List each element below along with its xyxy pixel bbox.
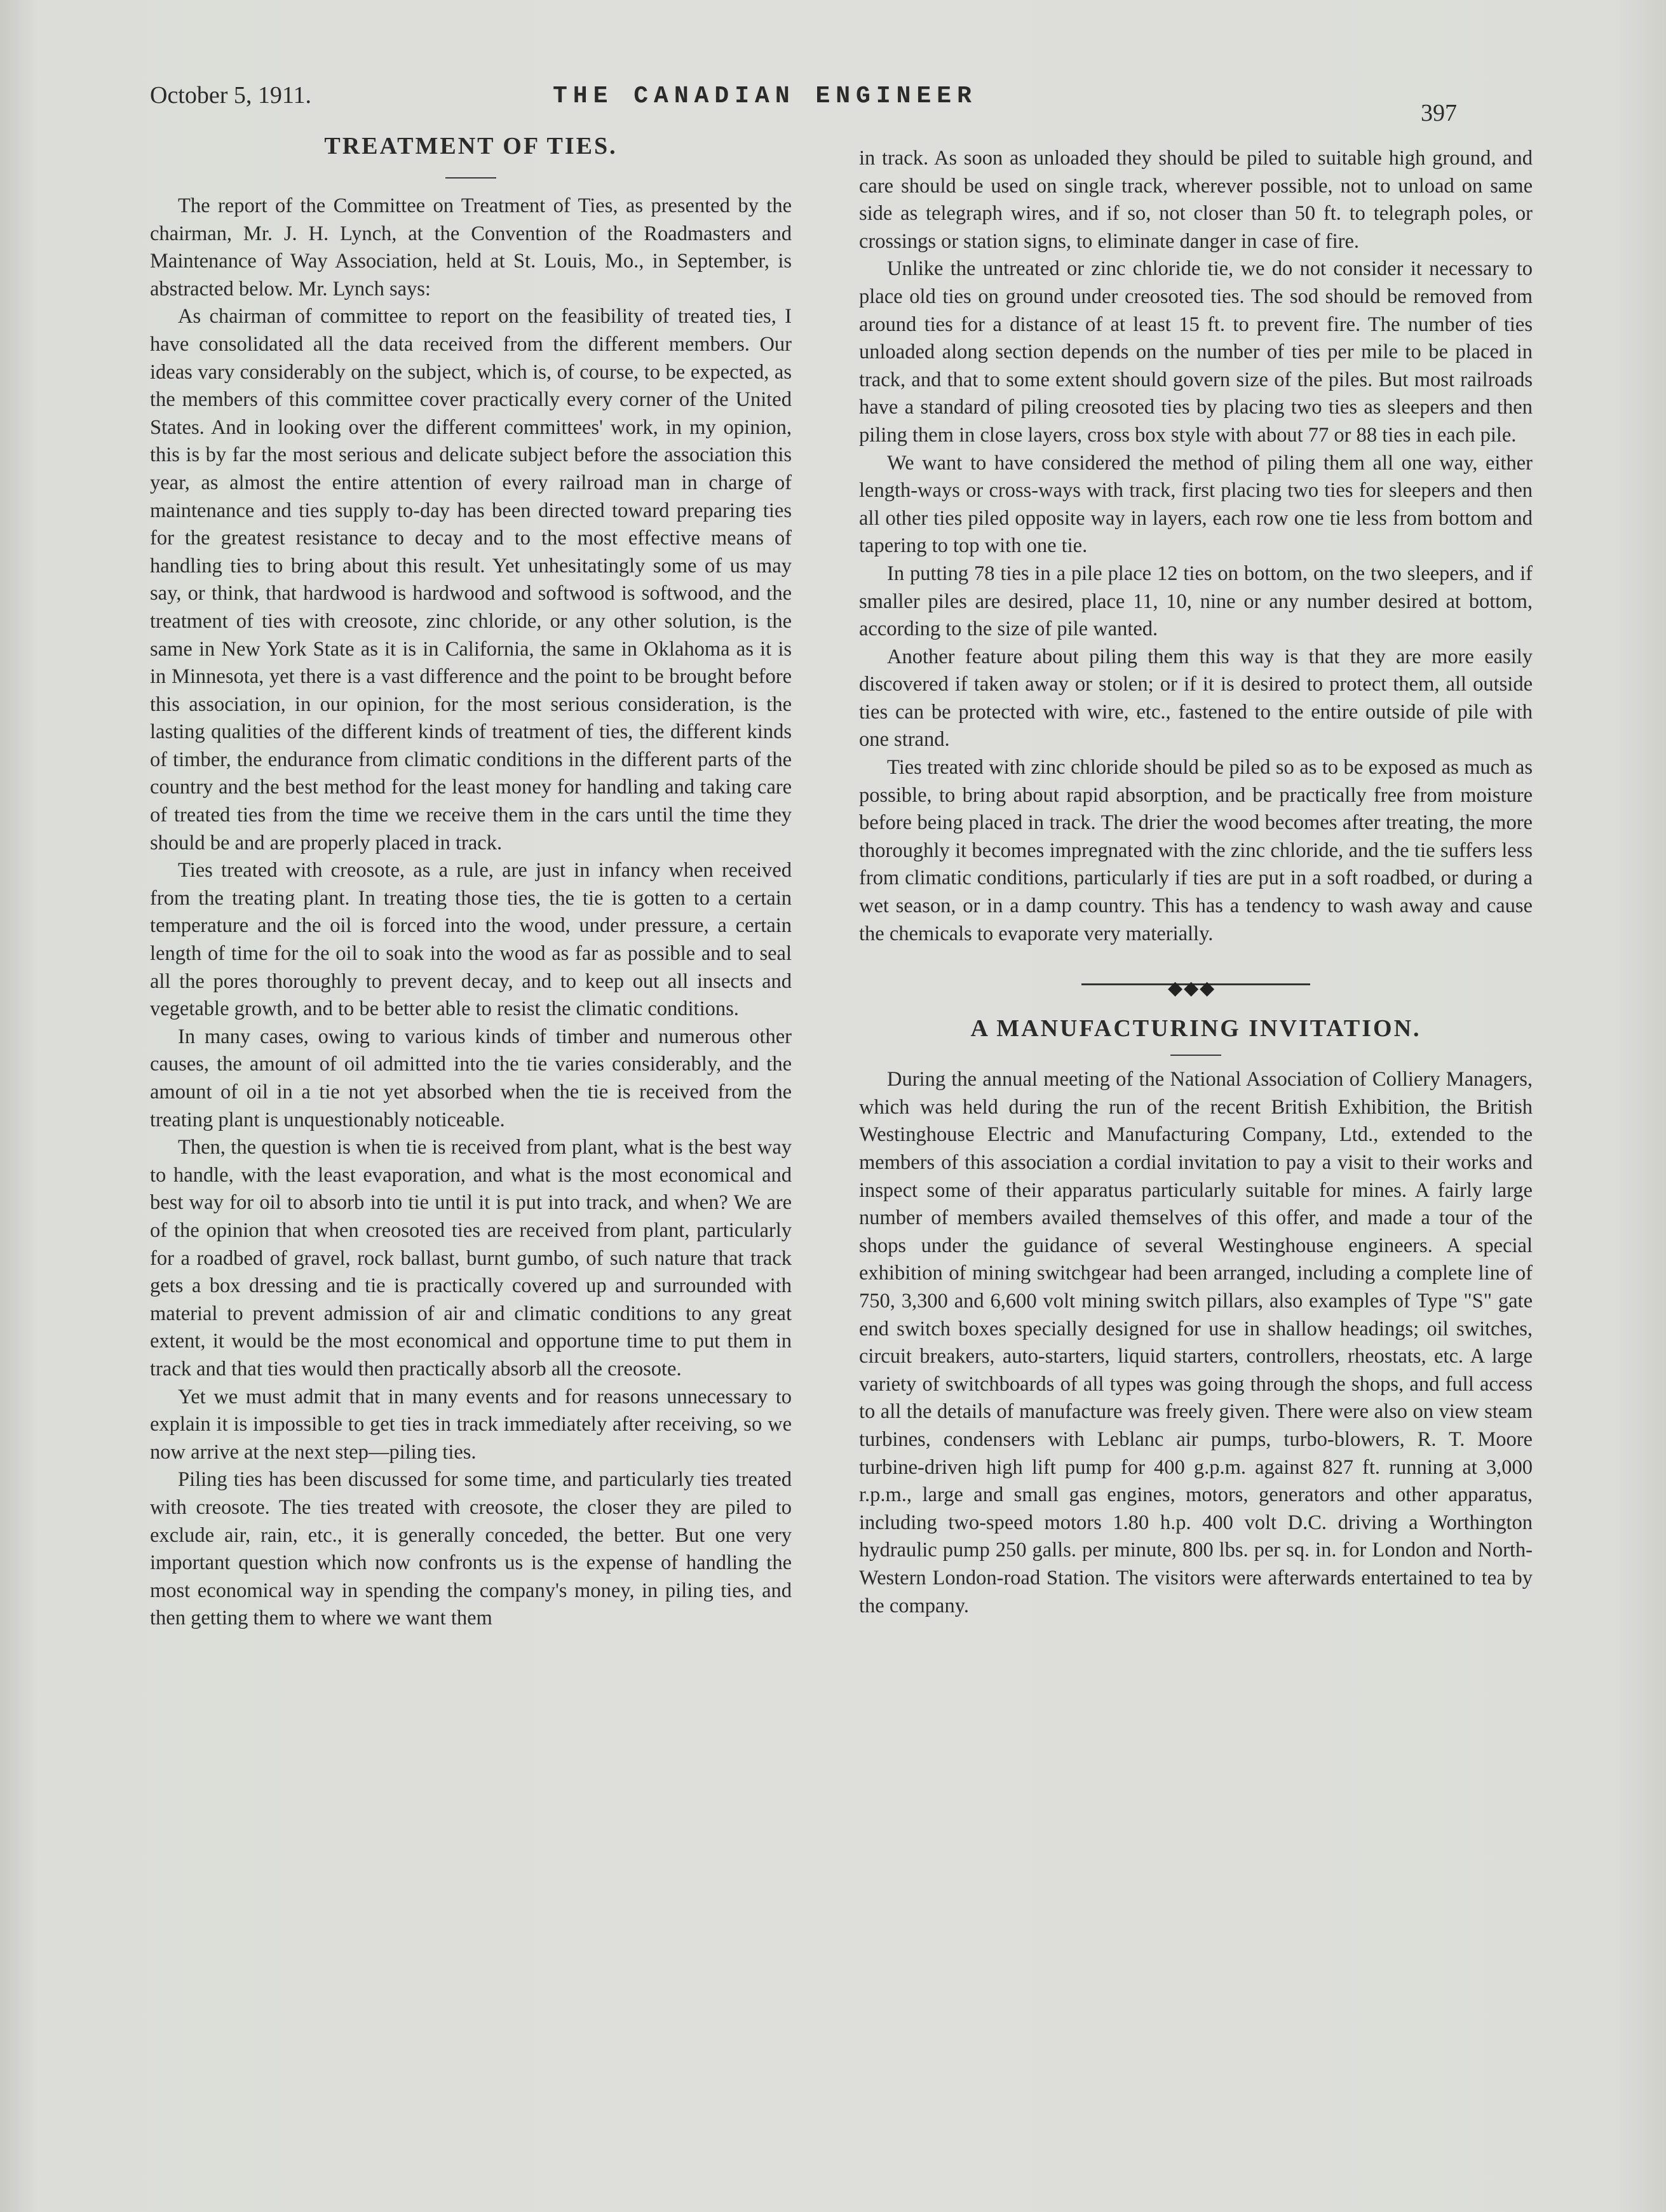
paragraph-continuation: in track. As soon as unloaded they should be piled to suitable high ground, and care should be used on single track, wherever possible, not to unload on same side as telegraph wires, and if so, not closer than 50 ft. to telegraph poles, or crossings or station signs, to eliminate danger in case of fire.	[859, 147, 1533, 253]
paragraph: Yet we must admit that in many events and for reasons unnecessary to explain it is impossible to get ties in track immediately after receiving, so we now arrive at the next step—piling ties.	[150, 1385, 792, 1464]
paragraph: In many cases, owing to various kinds of timber and numerous other causes, the amount of oil admitted into the tie varies considerably, and the amount of oil in a tie not yet absorbed when the tie is received from the treating plant is unquestionably noticeable.	[150, 1025, 792, 1131]
article-title-treatment-of-ties: TREATMENT OF TIES.	[324, 133, 618, 159]
paragraph: The report of the Committee on Treatment of Ties, as presented by the chairman, Mr. J. H. Lynch, at the Convention of the Roadmasters and Maintenance of Way Association, held at St. Louis, Mo., in September, is abstracted below. Mr. Lynch says:	[150, 194, 792, 300]
issue-date: October 5, 1911.	[150, 82, 311, 109]
article-title-manufacturing-invitation: A MANUFACTURING INVITATION.	[970, 1015, 1421, 1042]
paragraph: During the annual meeting of the National Association of Colliery Managers, which was held during the run of the recent British Exhibition, the British Westinghouse Electric and Manufacturing Company, Ltd., extended to the members of this association a cordial invitation to pay a visit to their works and inspect some of their apparatus particularly suitable for mines. A fairly large number of members availed themselves of this offer, and made a tour of the shops under the guidance of several Westinghouse engineers. A special exhibition of mining switchgear had been arranged, including a complete line of 750, 3,300 and 6,600 volt mining switch pillars, also examples of Type "S" gate end switch boxes specially designed for use in shallow headings; oil switches, circuit breakers, auto-starters, liquid starters, controllers, rheostats, etc. A large variety of switchboards of all types was going through the shops, and full access to all the details of manufacture was freely given. There were also on view steam turbines, condensers with Leblanc air pumps, turbo-blowers, R. T. Moore turbine-driven high lift pump for 400 g.p.m. against 827 ft. running at 3,000 r.p.m., large and small gas engines, motors, generators and other apparatus, including two-speed motors 1.80 h.p. 400 volt D.C. driving a Worthington hydraulic pump 250 galls. per minute, 800 lbs. per sq. in. for London and North-Western London-road Station. The visitors were afterwards entertained to tea by the company.	[859, 1068, 1533, 1617]
paragraph: In putting 78 ties in a pile place 12 ties on bottom, on the two sleepers, and if smaller piles are desired, place 11, 10, nine or any number desired at bottom, according to the size of pile wanted.	[859, 562, 1533, 641]
right-column	[859, 145, 1533, 1620]
page-header	[0, 81, 1666, 132]
paragraph: We want to have considered the method of piling them all one way, either length-ways or cross-ways with track, first placing two ties for sleepers and then all other ties piled opposite way in layers, each row one tie less from bottom and tapering to top with one tie.	[859, 451, 1533, 558]
paragraph: Ties treated with zinc chloride should be piled so as to be exposed as much as possible, to bring about rapid absorption, and be practically free from moisture before being placed in track. The drier the wood becomes after treating, the more thoroughly it becomes impregnated with the zinc chloride, and the tie suffers less from climatic conditions, particularly if ties are put in a soft roadbed, or during a wet season, or in a damp country. This has a tendency to wash away and cause the chemicals to evaporate very materially.	[859, 756, 1533, 945]
paragraph: Piling ties has been discussed for some time, and particularly ties treated with creosote. The ties treated with creosote, the closer they are piled to exclude air, rain, etc., it is generally conceded, the better. But one very important question which now confronts us is the expense of handling the most economical way in spending the company's money, in piling ties, and then getting them to where we want them	[150, 1468, 792, 1630]
paragraph: Unlike the untreated or zinc chloride tie, we do not consider it necessary to place old ties on ground under creosoted ties. The sod should be removed from around ties for a distance of at least 15 ft. to prevent fire. The number of ties unloaded along section depends on the number of ties per mile to be placed in track, and that to some extent should govern size of the piles. But most railroads have a standard of piling creosoted ties by placing two ties as sleepers and then piling them in close layers, cross box style with about 77 or 88 ties in each pile.	[859, 257, 1533, 447]
page-number: 397	[1421, 100, 1457, 126]
ornament-icon: ◆◆◆	[1168, 978, 1216, 999]
left-column	[150, 130, 792, 1633]
paragraph: Another feature about piling them this way is that they are more easily discovered if taken away or stolen; or if it is desired to protect them, all outside ties can be protected with wire, etc., fastened to the entire outside of pile with one strand.	[859, 645, 1533, 752]
paragraph: Then, the question is when tie is received from plant, what is the best way to handle, with the least evaporation, and what is the most economical and best way for oil to absorb into tie until it is put into track, and when? We are of the opinion that when creosoted ties are received from plant, particularly for a roadbed of gravel, rock ballast, burnt gumbo, of such nature that track gets a box dressing and tie is practically covered up and surrounded with material to prevent admission of air and climatic conditions to any great extent, it would be the most economical and opportune time to put them in track and that ties would then practically absorb all the creosote.	[150, 1136, 792, 1380]
paragraph: Ties treated with creosote, as a rule, are just in infancy when received from the treating plant. In treating those ties, the tie is gotten to a certain temperature and the oil is forced into the wood, under pressure, a certain length of time for the oil to soak into the wood as far as possible and to seal all the pores thoroughly to prevent decay, and to keep out all insects and vegetable growth, and to be better able to resist the climatic conditions.	[150, 859, 792, 1021]
title-rule	[445, 177, 496, 179]
journal-title: THE CANADIAN ENGINEER	[553, 83, 977, 110]
paragraph: As chairman of committee to report on the feasibility of treated ties, I have consolidated all the data received from the different members. Our ideas vary considerably on the subject, which is, of course, to be expected, as the members of this committee cover practically every corner of the United States. And in looking over the different committees' work, in my opinion, this is by far the most serious and delicate subject before the association this year, as almost the entire attention of every railroad man in charge of maintenance and ties supply to-day has been directed toward preparing ties for the greatest resistance to decay and to the most effective means of handling ties to bring about this result. Yet unhesitatingly some of us may say, or think, that hardwood is hardwood and softwood is softwood, and the treatment of ties with creosote, zinc chloride, or any other solution, is the same in New York State as it is in California, the same in Oklahoma as it is in Minnesota, yet there is a vast difference and the point to be brought before this association, in our opinion, for the most serious consideration, is the lasting qualities of the different kinds of treatment of ties, the different kinds of timber, the endurance from climatic conditions in the different parts of the country and the best method for the least money for handling and taking care of treated ties from the time we receive them in the cars until the time they should be and are properly placed in track.	[150, 305, 792, 854]
section-divider	[859, 973, 1533, 999]
title-rule	[1170, 1055, 1221, 1056]
